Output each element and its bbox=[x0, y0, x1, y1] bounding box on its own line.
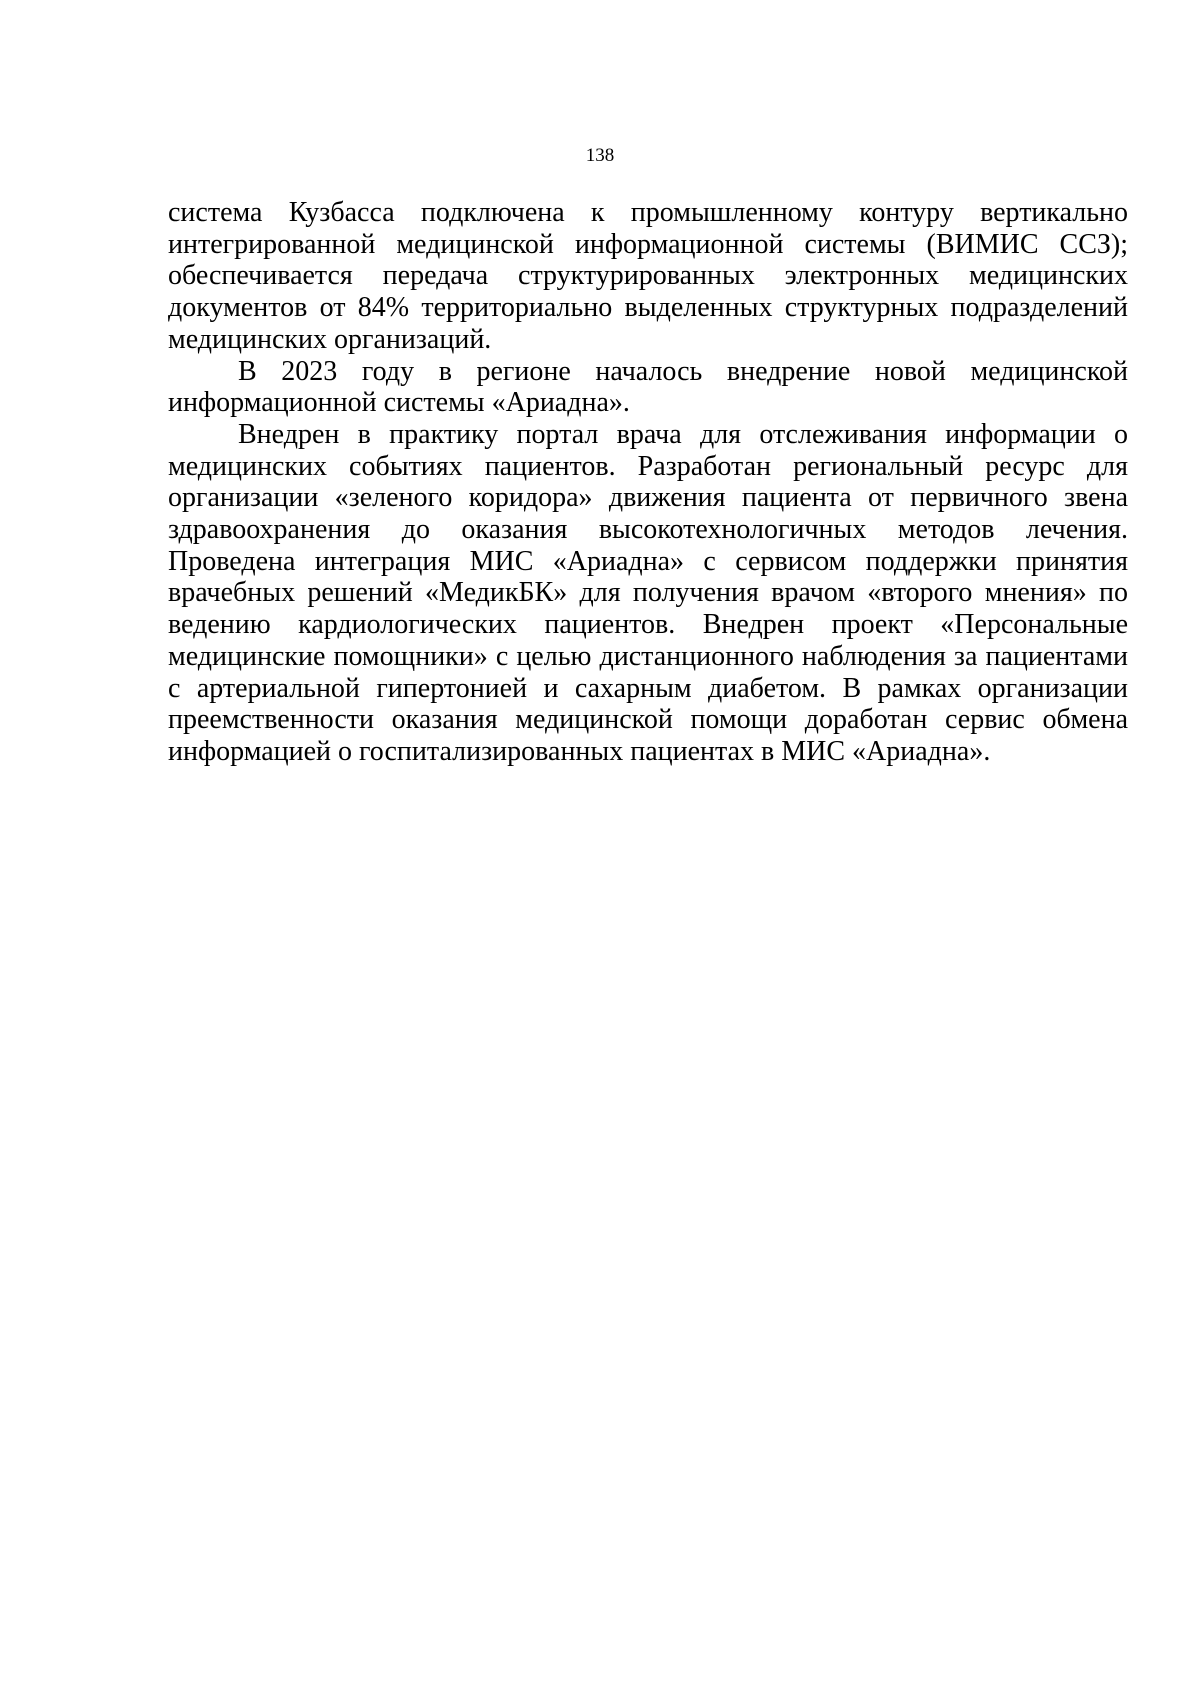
paragraph-ariadna-launch: В 2023 году в регионе началось внедрение новой медицинской информационной системы «Ариадна». bbox=[168, 355, 1128, 419]
paragraph-doctor-portal: Внедрен в практику портал врача для отслеживания информации о медицинских событиях пациентов. Разработан региональный ресурс для организации «зеленого коридора» движения пациента от первичного звена здравоохранения до оказания высокотехнологичных методов лечения. Проведена интеграция МИС «Ариадна» с сервисом поддержки принятия врачебных решений «МедикБК» для получения врачом «второго мнения» по ведению кардиологических пациентов. Внедрен проект «Персональные медицинские помощники» с целью дистанционного наблюдения за пациентами с артериальной гипертонией и сахарным диабетом. В рамках организации преемственности оказания медицинской помощи доработан сервис обмена информацией о госпитализированных пациентах в МИС «Ариадна». bbox=[168, 418, 1128, 767]
page-number: 138 bbox=[585, 145, 615, 166]
body-text bbox=[168, 197, 1128, 768]
paragraph-continuation: система Кузбасса подключена к промышленному контуру вертикально интегрированной медицинской информационной системы (ВИМИС ССЗ); обеспечивается передача структурированных электронных медицинских документов от 84% территориально выделенных структурных подразделений медицинских организаций. bbox=[168, 197, 1128, 355]
